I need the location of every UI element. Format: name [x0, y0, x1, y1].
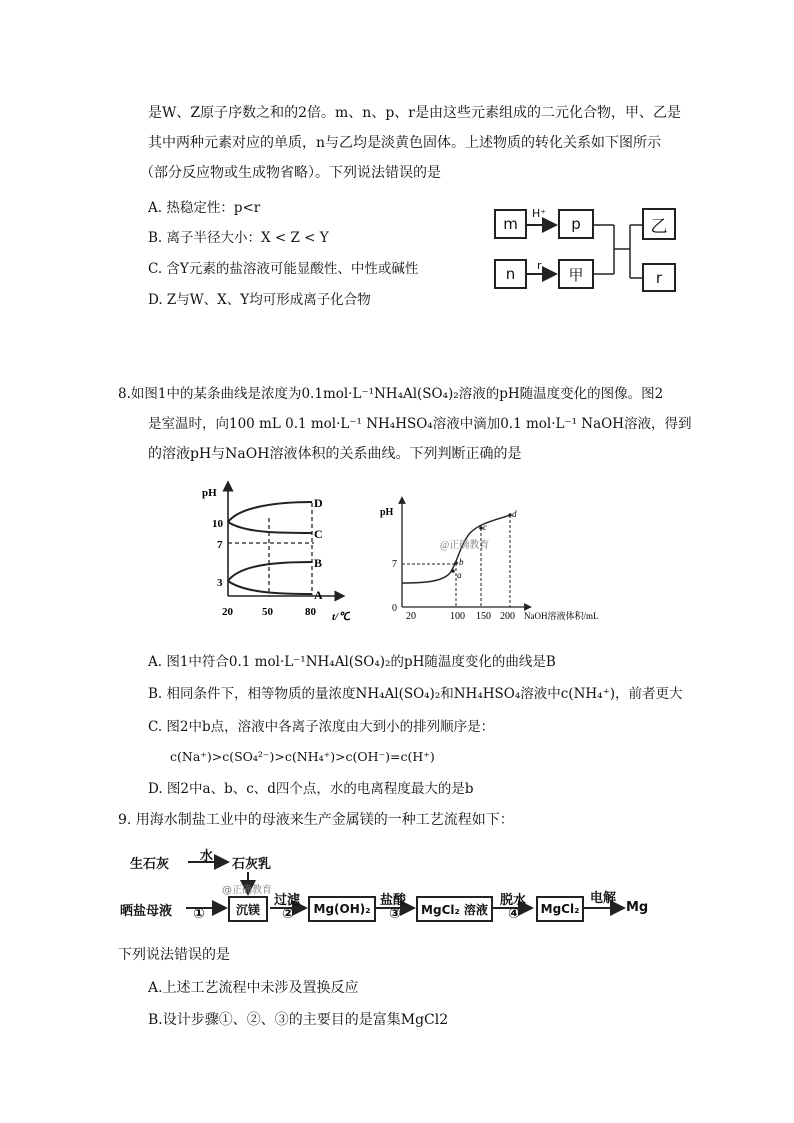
flow-mgoh: Mg(OH)₂	[308, 896, 376, 922]
fig1-label-c: C	[314, 527, 323, 541]
flow-step-1: ①	[193, 906, 205, 922]
flow-dianjie: 电解	[590, 891, 617, 906]
fig1-ylabel: pH	[202, 487, 217, 499]
q8-option-d: D. 图2中a、b、c、d四个点，水的电离程度最大的是b	[148, 781, 474, 797]
curve-b	[228, 562, 312, 581]
flow-step-3: ③	[389, 906, 401, 922]
fig1-label-b: B	[314, 556, 323, 570]
q8-line-2: 是室温时，向100 mL 0.1 mol·L⁻¹ NH₄HSO₄溶液中滴加0.1 mol·L⁻¹ NaOH溶液，得到	[148, 416, 692, 432]
fig1-xtick-80: 80	[305, 606, 316, 618]
fig2-xtick-100: 100	[450, 611, 465, 622]
q8-line-1: 8.如图1中的某条曲线是浓度为0.1mol·L⁻¹NH₄Al(SO₄)₂溶液的pH随温度变化的图像。图2	[118, 386, 664, 402]
fig2-point-d: d	[512, 509, 517, 519]
q9-option-b: B.设计步骤①、②、③的主要目的是富集MgCl2	[148, 1012, 449, 1028]
q8-line-3: 的溶液pH与NaOH溶液体积的关系曲线。下列判断正确的是	[148, 446, 522, 462]
flow-guolv: 过滤	[274, 893, 301, 908]
compound-r: r	[642, 263, 676, 292]
fig2-watermark: @正确教育	[440, 540, 490, 551]
q7-option-d: D. Z与W、X、Y均可形成离子化合物	[148, 292, 371, 308]
flow-step-4: ④	[508, 906, 520, 922]
curve-d	[228, 502, 312, 522]
q8-option-a: A. 图1中符合0.1 mol·L⁻¹NH₄Al(SO₄)₂的pH随温度变化的曲线是B	[148, 654, 556, 670]
figure-2	[378, 495, 618, 625]
fig1-label-a: A	[314, 588, 323, 602]
curve-c	[228, 522, 312, 533]
intro-line-1: 是W、Z原子序数之和的2倍。m、n、p、r是由这些元素组成的二元化合物，甲、乙是	[148, 105, 681, 121]
q9-option-a: A.上述工艺流程中未涉及置换反应	[148, 980, 359, 996]
arrow-label-r: r	[537, 259, 542, 272]
flow-watermark: @正确教育	[222, 885, 272, 896]
flow-step-2: ②	[282, 906, 294, 922]
q7-option-a: A. 热稳定性：p<r	[148, 200, 261, 216]
fig2-xtick-200: 200	[500, 611, 515, 622]
fig2-xtick-20: 20	[406, 611, 416, 622]
fig2-point-b: b	[459, 557, 464, 567]
q7-option-c: C. 含Y元素的盐溶液可能显酸性、中性或碱性	[148, 261, 419, 277]
curve-a	[228, 581, 312, 594]
element-yi: 乙	[642, 208, 676, 240]
figure-1	[200, 478, 350, 628]
fig1-xlabel: t/℃	[332, 611, 350, 623]
fig2-point-c: c	[483, 522, 487, 532]
fig1-xtick-50: 50	[262, 606, 273, 618]
fig2-origin: 0	[392, 603, 397, 614]
flow-mg: Mg	[626, 900, 649, 915]
q8-option-c-formula: c(Na⁺)>c(SO₄²⁻)>c(NH₄⁺)>c(OH⁻)=c(H⁺)	[170, 749, 435, 764]
intro-line-2: 其中两种元素对应的单质，n与乙均是淡黄色固体。上述物质的转化关系如下图所示	[148, 135, 662, 151]
q9-title: 9. 用海水制盐工业中的母液来生产金属镁的一种工艺流程如下：	[118, 812, 514, 828]
fig2-point-a: a	[457, 570, 462, 580]
arrow-label-h: H⁺	[532, 207, 547, 220]
q9-after: 下列说法错误的是	[118, 947, 230, 963]
q8-option-c: C. 图2中b点，溶液中各离子浓度由大到小的排列顺序是：	[148, 719, 495, 735]
flow-shihui: 生石灰	[130, 857, 170, 872]
compound-p: p	[558, 209, 594, 239]
flow-water: 水	[200, 849, 214, 864]
fig2-xtick-150: 150	[476, 611, 491, 622]
fig1-label-d: D	[314, 496, 323, 510]
element-jia: 甲	[558, 259, 594, 289]
fig1-ytick-3: 3	[217, 577, 223, 589]
flow-mgcl2: MgCl₂	[536, 896, 584, 922]
fig1-ytick-7: 7	[217, 539, 223, 551]
flow-tuoshui: 脱水	[500, 893, 527, 908]
fig1-ytick-10: 10	[212, 518, 223, 530]
flow-yansuan: 盐酸	[380, 893, 407, 908]
fig2-xlabel: NaOH溶液体积/mL	[524, 611, 599, 621]
q7-option-b: B. 离子半径大小：X < Z < Y	[148, 230, 329, 246]
flow-shihuiru: 石灰乳	[232, 857, 272, 872]
fig2-ytick-7: 7	[392, 559, 397, 570]
flow-muye: 晒盐母液	[120, 904, 173, 919]
q8-option-b: B. 相同条件下，相等物质的量浓度NH₄Al(SO₄)₂和NH₄HSO₄溶液中c(NH₄⁺)，前者更大	[148, 686, 683, 702]
fig2-ylabel: pH	[380, 507, 394, 518]
intro-line-3: （部分反应物或生成物省略）。下列说法错误的是	[140, 165, 441, 181]
compound-m: m	[494, 209, 527, 239]
fig1-xtick-20: 20	[222, 606, 233, 618]
flow-mgcl2-solution: MgCl₂ 溶液	[416, 896, 493, 922]
compound-n: n	[494, 259, 527, 289]
flow-chenmei: 沉镁	[228, 896, 268, 922]
